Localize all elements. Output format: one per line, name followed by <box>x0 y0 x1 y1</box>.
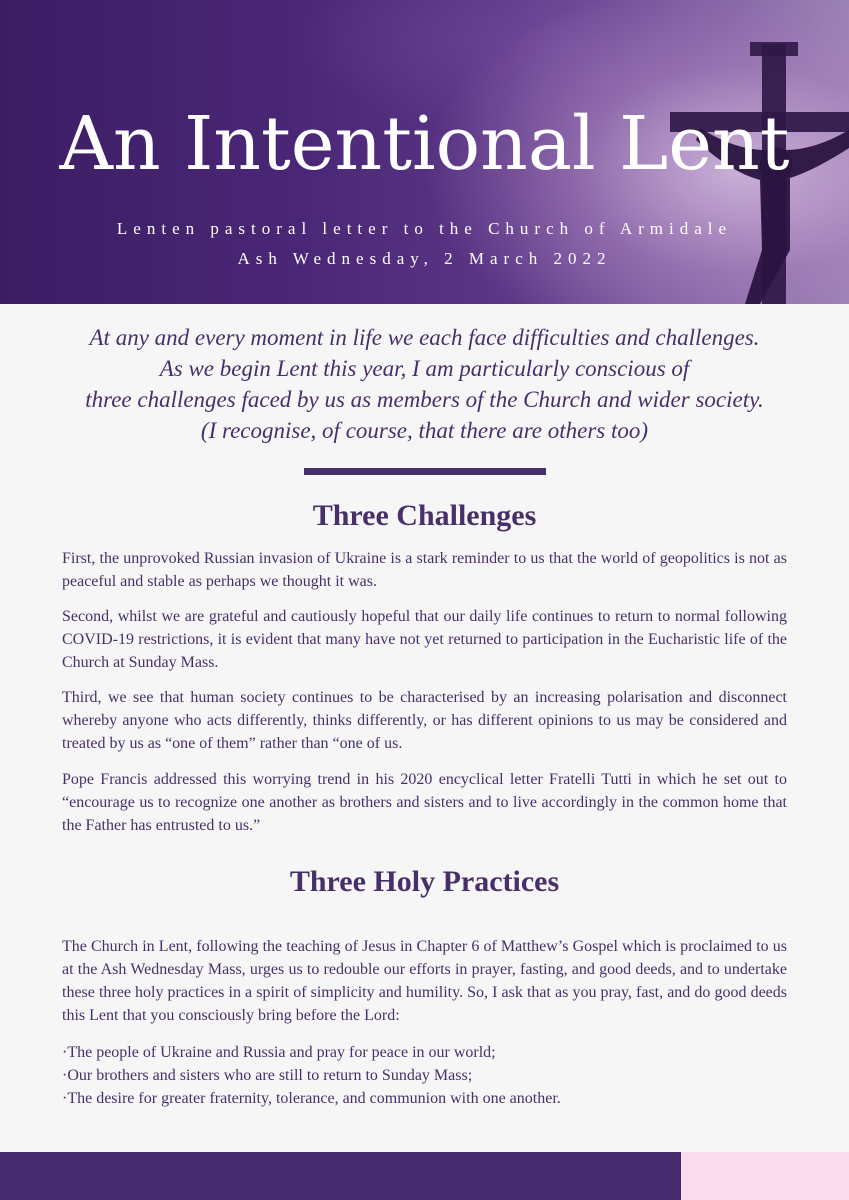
paragraph-first-challenge: First, the unprovoked Russian invasion of Ukraine is a stark reminder to us that the world of geopolitics is not as peaceful and stable as perhaps we thought it was. <box>62 550 787 590</box>
intro-line: three challenges faced by us as members of the Church and wider society. <box>85 387 764 412</box>
intro-line: As we begin Lent this year, I am particularly conscious of <box>159 356 690 381</box>
section-heading-three-holy-practices: Three Holy Practices <box>289 865 560 898</box>
document-date: Ash Wednesday, 2 March 2022 <box>237 249 612 268</box>
paragraph-holy-practices: The Church in Lent, following the teaching of Jesus in Chapter 6 of Matthew’s Gospel which is proclaimed to us at the Ash Wednesday Mass, urges us to redouble our efforts in prayer, fasting, and good deeds, and to undertake these three holy practices in a spirit of simplicity and humility. So, I ask that as you pray, fast, and do good deeds this Lent that you consciously bring before the Lord: <box>62 938 787 1024</box>
list-item: ·The desire for greater fraternity, tolerance, and communion with one another. <box>62 1090 561 1107</box>
list-item: ·The people of Ukraine and Russia and pray for peace in our world; <box>62 1044 496 1061</box>
document-title: An Intentional Lent <box>59 101 790 187</box>
intro-quote <box>40 322 809 446</box>
paragraph-pope-francis: Pope Francis addressed this worrying trend in his 2020 encyclical letter Fratelli Tutti in which he set out to “encourage us to recognize one another as brothers and sisters and to live accordingly in the common home that the Father has entrusted to us.” <box>62 771 787 834</box>
footer-bar-purple <box>0 1152 681 1200</box>
section-heading-three-challenges: Three Challenges <box>312 499 537 532</box>
intro-line: At any and every moment in life we each face difficulties and challenges. <box>89 325 760 350</box>
document-subtitle: Lenten pastoral letter to the Church of Armidale <box>116 219 733 238</box>
footer-bar-pink <box>681 1152 849 1200</box>
intentions-list <box>62 1041 787 1110</box>
paragraph-second-challenge: Second, whilst we are grateful and cautiously hopeful that our daily life continues to return to normal following COVID-19 restrictions, it is evident that many have not yet returned to participation in the Eucharistic life of the Church at Sunday Mass. <box>62 608 787 671</box>
intro-line: (I recognise, of course, that there are others too) <box>200 418 649 443</box>
header-banner <box>0 0 849 304</box>
list-item: ·Our brothers and sisters who are still to return to Sunday Mass; <box>62 1067 473 1084</box>
paragraph-third-challenge: Third, we see that human society continues to be characterised by an increasing polarisation and disconnect whereby anyone who acts differently, thinks differently, or has different opinions to us may be considered and treated by us as “one of them” rather than “one of us. <box>62 689 787 752</box>
divider-rule <box>304 468 546 475</box>
